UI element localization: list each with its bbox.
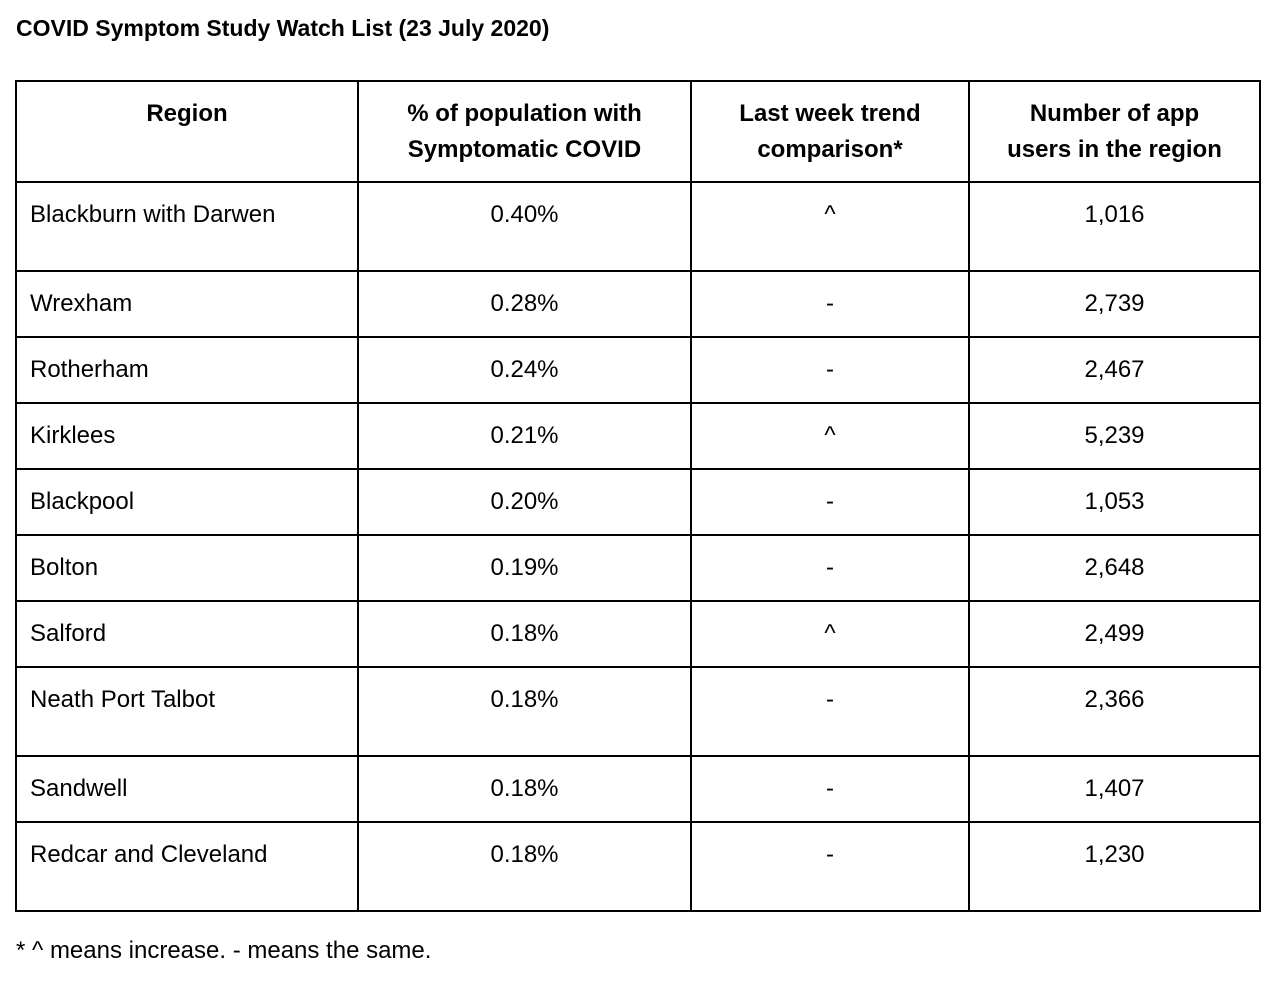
header-trend-comparison	[691, 81, 969, 182]
table-header-row	[16, 81, 1260, 182]
region-cell: Bolton	[16, 535, 358, 601]
table-row	[16, 469, 1260, 535]
footnote: * ^ means increase. - means the same.	[16, 937, 432, 964]
users-cell: 5,239	[969, 403, 1260, 469]
header-percent-line2: Symptomatic COVID	[407, 136, 642, 163]
region-cell: Kirklees	[16, 403, 358, 469]
trend-cell: ^	[691, 403, 969, 469]
region-cell: Redcar and Cleveland	[16, 822, 358, 911]
header-app-users	[969, 81, 1260, 182]
table-row	[16, 601, 1260, 667]
users-cell: 2,366	[969, 667, 1260, 756]
header-users-line1: Number of app	[1029, 100, 1200, 127]
region-cell: Wrexham	[16, 271, 358, 337]
trend-cell: ^	[691, 182, 969, 271]
trend-cell: -	[691, 271, 969, 337]
region-cell: Blackpool	[16, 469, 358, 535]
table-row	[16, 667, 1260, 756]
table-row	[16, 271, 1260, 337]
users-cell: 2,739	[969, 271, 1260, 337]
trend-cell: -	[691, 469, 969, 535]
percent-cell: 0.18%	[358, 667, 691, 756]
trend-cell: ^	[691, 601, 969, 667]
users-cell: 1,407	[969, 756, 1260, 822]
region-cell: Neath Port Talbot	[16, 667, 358, 756]
percent-cell: 0.18%	[358, 822, 691, 911]
table-row	[16, 756, 1260, 822]
percent-cell: 0.24%	[358, 337, 691, 403]
table-row	[16, 403, 1260, 469]
table-row	[16, 822, 1260, 911]
trend-cell: -	[691, 337, 969, 403]
table-row	[16, 182, 1260, 271]
header-trend-line1: Last week trend	[739, 100, 921, 127]
percent-cell: 0.21%	[358, 403, 691, 469]
trend-cell: -	[691, 756, 969, 822]
users-cell: 2,648	[969, 535, 1260, 601]
users-cell: 1,016	[969, 182, 1260, 271]
percent-cell: 0.19%	[358, 535, 691, 601]
users-cell: 1,053	[969, 469, 1260, 535]
table-row	[16, 535, 1260, 601]
page-title: COVID Symptom Study Watch List (23 July 2020)	[16, 15, 550, 41]
header-region-label: Region	[146, 100, 228, 127]
trend-cell: -	[691, 667, 969, 756]
users-cell: 2,467	[969, 337, 1260, 403]
percent-cell: 0.40%	[358, 182, 691, 271]
header-users-line2: users in the region	[1007, 136, 1222, 163]
region-cell: Sandwell	[16, 756, 358, 822]
watch-list-table	[15, 80, 1261, 912]
percent-cell: 0.18%	[358, 756, 691, 822]
header-region	[16, 81, 358, 182]
header-trend-line2: comparison*	[757, 136, 903, 163]
users-cell: 1,230	[969, 822, 1260, 911]
trend-cell: -	[691, 822, 969, 911]
table-row	[16, 337, 1260, 403]
region-cell: Rotherham	[16, 337, 358, 403]
region-cell: Salford	[16, 601, 358, 667]
users-cell: 2,499	[969, 601, 1260, 667]
percent-cell: 0.18%	[358, 601, 691, 667]
trend-cell: -	[691, 535, 969, 601]
header-percent-population	[358, 81, 691, 182]
region-cell: Blackburn with Darwen	[16, 182, 358, 271]
percent-cell: 0.28%	[358, 271, 691, 337]
header-percent-line1: % of population with	[407, 100, 642, 127]
percent-cell: 0.20%	[358, 469, 691, 535]
